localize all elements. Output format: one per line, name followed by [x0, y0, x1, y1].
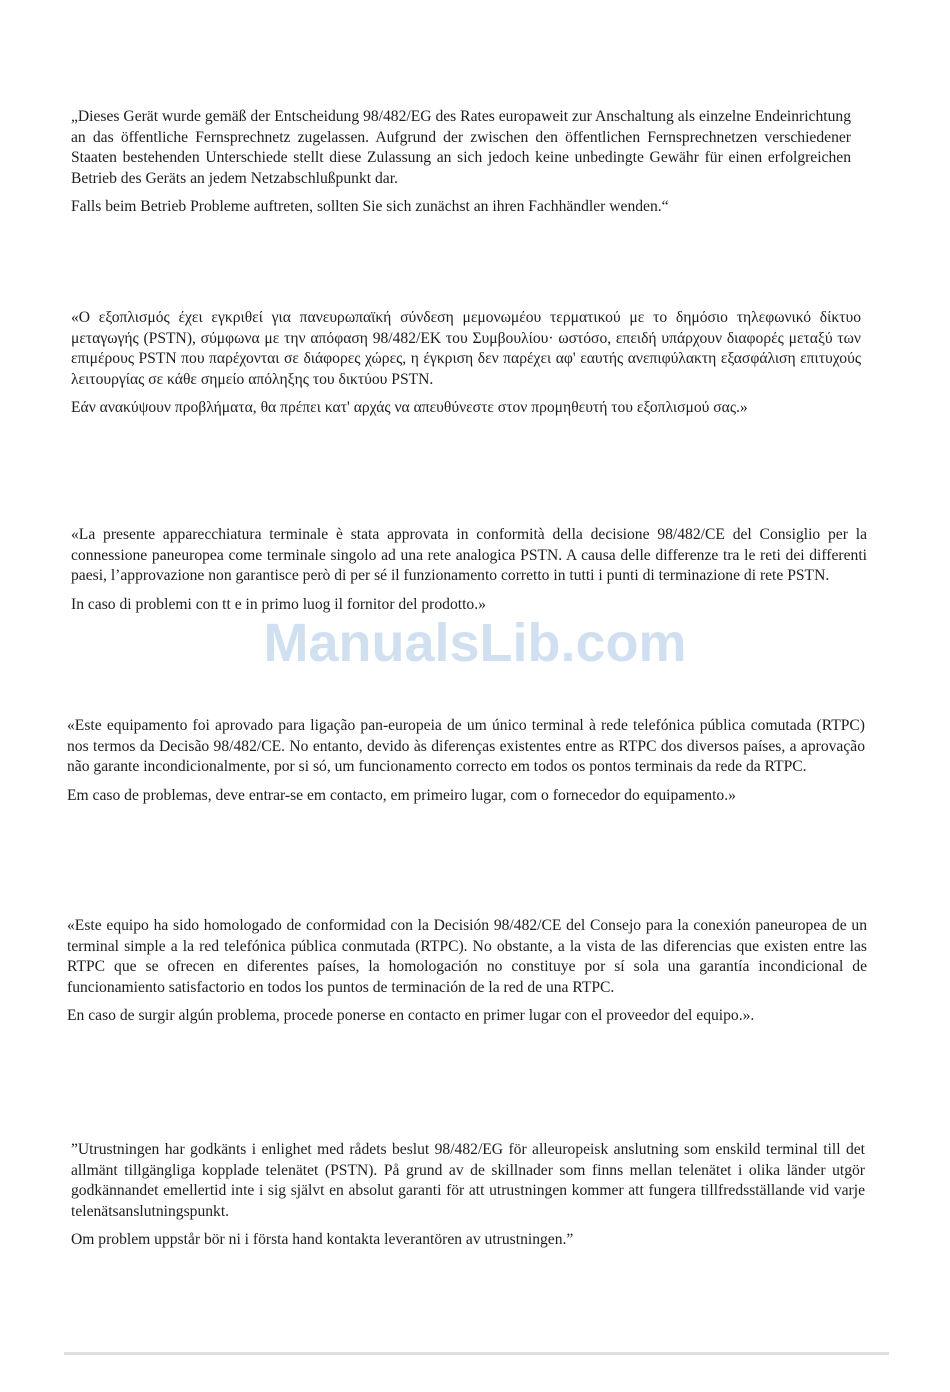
notice-spanish-approval: «Este equipo ha sido homologado de conformidad con la Decisión 98/482/CE del Consejo para la conexión paneuropea de un terminal simple a la red telefónica pública conmutada (RTPC). No obstante, a la vista de las diferencias que existen entre las RTPC que se ofrecen en diferentes países, la homologación no constituye por sí sola una garantía incondicional de funcionamiento satisfactorio en todos los puntos de terminación de la red de una RTPC.: [67, 917, 867, 996]
notice-portuguese-approval: «Este equipamento foi aprovado para ligação pan-europeia de um único terminal à rede telefónica pública comutada (RTPC) nos termos da Decisão 98/482/CE. No entanto, devido às diferenças existentes entre as RTPC dos diversos países, a aprovação não garante incondicionalmente, por si só, um funcionamento correcto em todos os pontos terminais da rede da RTPC.: [67, 717, 865, 775]
notice-swedish-contact: Om problem uppstår bör ni i första hand kontakta leverantören av utrustningen.”: [71, 1231, 574, 1248]
footer-divider: [64, 1352, 889, 1355]
notice-portuguese-contact: Em caso de problemas, deve entrar-se em contacto, em primeiro lugar, com o fornecedor do equipamento.»: [67, 786, 736, 804]
notice-german-approval: „Dieses Gerät wurde gemäß der Entscheidung 98/482/EG des Rates europaweit zur Anschaltung als einzelne Endeinrichtung an das öffentliche Fernsprechnetz zugelassen. Aufgrund der zwischen den öffentlichen Fernsprechnetzen verschiedener Staaten bestehenden Unterschiede stellt diese Zulassung an sich jedoch keine unbedingte Gewähr für einen erfolgreichen Betrieb des Geräts an jedem Netzabschlußpunkt dar.: [71, 108, 851, 187]
notice-greek-contact: Εάν ανακύψουν προβλήματα, θα πρέπει κατ' αρχάς να απευθύνεστε στον προμηθευτή του εξοπλισμού σας.»: [71, 399, 748, 416]
notice-spanish: [67, 916, 867, 1027]
notice-spanish-contact: En caso de surgir algún problema, procede ponerse en contacto en primer lugar con el proveedor del equipo.».: [67, 1007, 755, 1024]
notice-greek: [71, 308, 861, 419]
notice-portuguese: [67, 716, 865, 806]
notice-greek-approval: «Ο εξοπλισμός έχει εγκριθεί για πανευρωπαϊκή σύνδεση μεμονωμέου τερματικού με το δημόσιο τηλεφωνικό δίκτυο μεταγωγής (PSTN), σύμφωνα με την απόφαση 98/482/ΕΚ του Συμβουλίου· ωστόσο, επειδή υπάρχουν διαφορές μεταξύ των επιμέρους PSTN που παρέχονται σε διάφορες χώρες, η έγκριση δεν παρέχει αφ' εαυτής ανεπιφύλακτη εξασφάλιση επιτυχούς λειτουργίας σε κάθε σημείο απόληξης του δικτύου PSTN.: [71, 309, 861, 388]
notice-swedish: [71, 1140, 865, 1251]
notice-italian-approval: «La presente apparecchiatura terminale è stata approvata in conformità della decisione 98/482/CE del Consiglio per la connessione paneuropea come terminale singolo ad una rete analogica PSTN. A causa delle differenze tra le reti dei differenti paesi, l’approvazione non garantisce però di per sé il funzionamento corretto in tutti i punti di terminazione di rete PSTN.: [71, 526, 867, 584]
notice-german: [71, 107, 851, 218]
watermark-logo: ManualsLib.com: [263, 613, 687, 673]
notice-italian-contact: In caso di problemi con tt e in primo luog il fornitor del prodotto.»: [71, 595, 486, 613]
notice-italian: [71, 525, 867, 615]
notice-swedish-approval: ”Utrustningen har godkänts i enlighet med rådets beslut 98/482/EG för alleuropeisk anslutning som enskild terminal till det allmänt tillgängliga kopplade telenätet (PSTN). På grund av de skillnader som finns mellan telenätet i olika länder utgör godkännandet emellertid inte i sig självt en absolut garanti för att utrustningen kommer att fungera tillfredsställande vid varje telenätsanslutningspunkt.: [71, 1141, 865, 1220]
notice-german-contact: Falls beim Betrieb Probleme auftreten, sollten Sie sich zunächst an ihren Fachhändler wenden.“: [71, 198, 669, 215]
